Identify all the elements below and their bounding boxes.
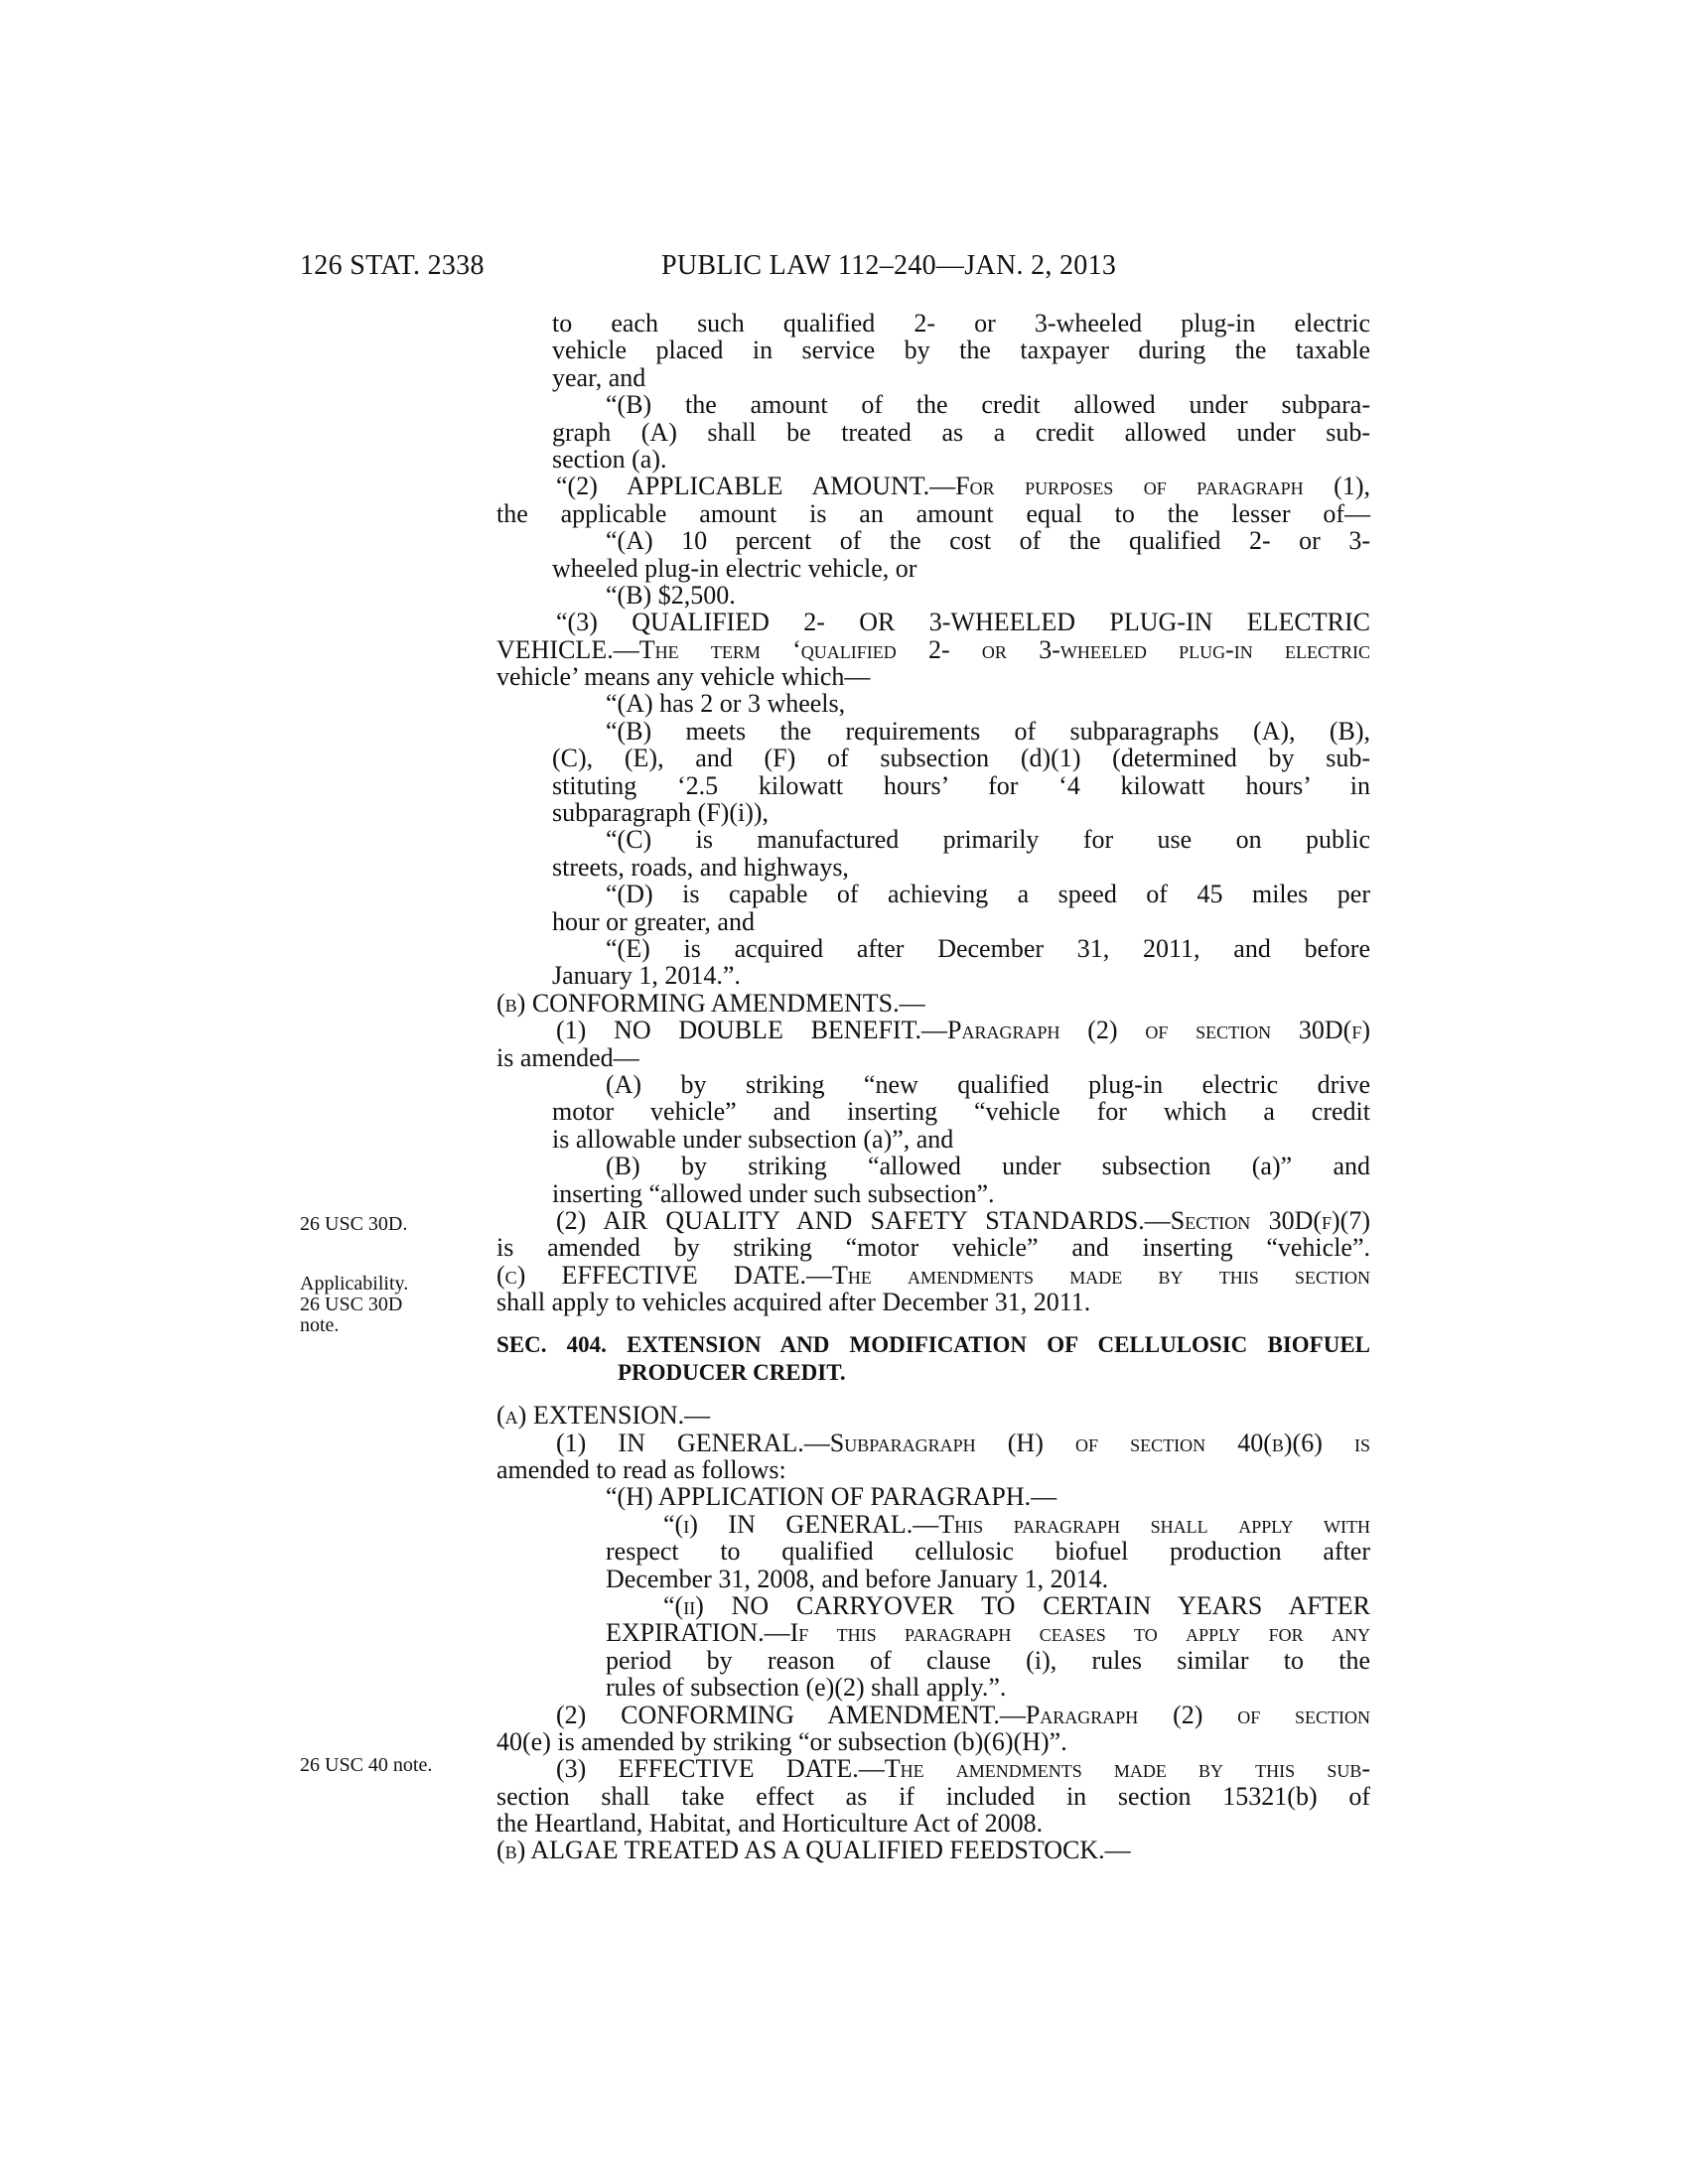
text-line: inserting “allowed under such subsection”. xyxy=(552,1178,995,1208)
text-line: section shall take effect as if included in section 15321(b) of xyxy=(496,1781,1370,1811)
text-line: hour or greater, and xyxy=(552,906,755,936)
text-line: period by reason of clause (i), rules similar to the xyxy=(606,1645,1370,1675)
text-line: January 1, 2014.”. xyxy=(552,961,741,991)
text-line: “(C) is manufactured primarily for use on public xyxy=(606,825,1370,855)
text-line: subparagraph (F)(i)), xyxy=(552,798,770,828)
text-line: “(A) has 2 or 3 wheels, xyxy=(606,689,846,719)
margin-note-line: 26 USC 30D xyxy=(300,1294,403,1315)
spacer xyxy=(496,1386,1370,1402)
margin-note-usc: 26 USC 30D. xyxy=(300,1213,408,1235)
text-line: (2) AIR QUALITY AND SAFETY STANDARDS.—Section 30D(f)(7) xyxy=(556,1205,1370,1235)
section-heading-cont: PRODUCER CREDIT. xyxy=(618,1359,846,1385)
text-line: vehicle’ means any vehicle which— xyxy=(496,662,871,692)
text-line: is allowable under subsection (a)”, and xyxy=(552,1124,954,1154)
text-line: “(B) the amount of the credit allowed under subpara- xyxy=(606,390,1370,420)
text-line: VEHICLE.—The term ‘qualified 2- or 3-wheeled plug-in electric xyxy=(496,634,1370,664)
text-line: (b) CONFORMING AMENDMENTS.— xyxy=(496,988,925,1018)
text-line: “(B) meets the requirements of subparagraphs (A), (B), xyxy=(606,716,1370,746)
text-line: streets, roads, and highways, xyxy=(552,852,849,882)
text-line: (1) NO DOUBLE BENEFIT.—Paragraph (2) of section 30D(f) xyxy=(556,1016,1370,1045)
text-line: “(B) $2,500. xyxy=(606,580,736,610)
text-line: (3) EFFECTIVE DATE.—The amendments made by this sub- xyxy=(556,1754,1370,1784)
text-line: 40(e) is amended by striking “or subsection (b)(6)(H)”. xyxy=(496,1726,1067,1756)
spacer xyxy=(496,1315,1370,1331)
text-line: December 31, 2008, and before January 1, 2014. xyxy=(606,1564,1109,1593)
text-line: “(E) is acquired after December 31, 2011, and before xyxy=(606,933,1370,963)
text-line: shall apply to vehicles acquired after December 31, 2011. xyxy=(496,1288,1091,1317)
text-line: is amended— xyxy=(496,1042,639,1072)
text-line: (2) CONFORMING AMENDMENT.—Paragraph (2) of section xyxy=(556,1700,1370,1729)
page-number-header: 126 STAT. 2338 xyxy=(300,250,485,281)
text-line: to each such qualified 2- or 3-wheeled plug-in electric xyxy=(552,309,1370,338)
text-line: the Heartland, Habitat, and Horticulture Act of 2008. xyxy=(496,1809,1044,1839)
text-line: wheeled plug-in electric vehicle, or xyxy=(552,553,917,583)
text-line: (1) IN GENERAL.—Subparagraph (H) of section 40(b)(6) is xyxy=(556,1428,1370,1457)
text-line: (b) ALGAE TREATED AS A QUALIFIED FEEDSTOCK.— xyxy=(496,1836,1131,1865)
body-text xyxy=(496,310,1370,1864)
text-line: stituting ‘2.5 kilowatt hours’ for ‘4 kilowatt hours’ in xyxy=(552,770,1370,800)
text-line: (C), (E), and (F) of subsection (d)(1) (determined by sub- xyxy=(552,744,1370,773)
text-line: “(D) is capable of achieving a speed of 45 miles per xyxy=(606,880,1370,909)
text-line: “(A) 10 percent of the cost of the qualified 2- or 3- xyxy=(606,526,1370,556)
margin-note-usc-40: 26 USC 40 note. xyxy=(300,1754,433,1776)
text-line: vehicle placed in service by the taxpayer during the taxable xyxy=(552,336,1370,365)
text-line: “(H) APPLICATION OF PARAGRAPH.— xyxy=(606,1482,1057,1512)
text-line: the applicable amount is an amount equal to the lesser of— xyxy=(496,498,1370,528)
text-line: (A) by striking “new qualified plug-in electric drive xyxy=(606,1069,1370,1099)
text-line: respect to qualified cellulosic biofuel production after xyxy=(606,1537,1370,1567)
text-line: graph (A) shall be treated as a credit allowed under sub- xyxy=(552,417,1370,447)
margin-note-line: note. xyxy=(300,1314,340,1336)
section-heading: SEC. 404. EXTENSION AND MODIFICATION OF CELLULOSIC BIOFUEL xyxy=(496,1332,1370,1358)
text-line: (B) by striking “allowed under subsection (a)” and xyxy=(606,1152,1370,1181)
text-line: motor vehicle” and inserting “vehicle for which a credit xyxy=(552,1097,1370,1127)
text-line: “(2) APPLICABLE AMOUNT.—For purposes of paragraph (1), xyxy=(556,472,1370,501)
margin-note-line: Applicability. xyxy=(300,1273,409,1295)
text-line: “(ii) NO CARRYOVER TO CERTAIN YEARS AFTER xyxy=(663,1590,1370,1620)
text-line: (c) EFFECTIVE DATE.—The amendments made by this section xyxy=(496,1260,1370,1290)
text-line: amended to read as follows: xyxy=(496,1455,786,1485)
running-header: PUBLIC LAW 112–240—JAN. 2, 2013 xyxy=(661,250,1117,281)
text-line: is amended by striking “motor vehicle” and inserting “vehicle”. xyxy=(496,1233,1370,1263)
text-line: EXPIRATION.—If this paragraph ceases to apply for any xyxy=(606,1618,1370,1648)
margin-note-applicability xyxy=(300,1274,408,1336)
text-line: year, and xyxy=(552,362,646,392)
text-line: section (a). xyxy=(552,444,667,474)
text-line: “(i) IN GENERAL.—This paragraph shall apply with xyxy=(663,1509,1370,1539)
text-line: (a) EXTENSION.— xyxy=(496,1401,711,1431)
text-line: “(3) QUALIFIED 2- OR 3-WHEELED PLUG-IN ELECTRIC xyxy=(556,608,1370,637)
text-line: rules of subsection (e)(2) shall apply.”. xyxy=(606,1673,1007,1703)
